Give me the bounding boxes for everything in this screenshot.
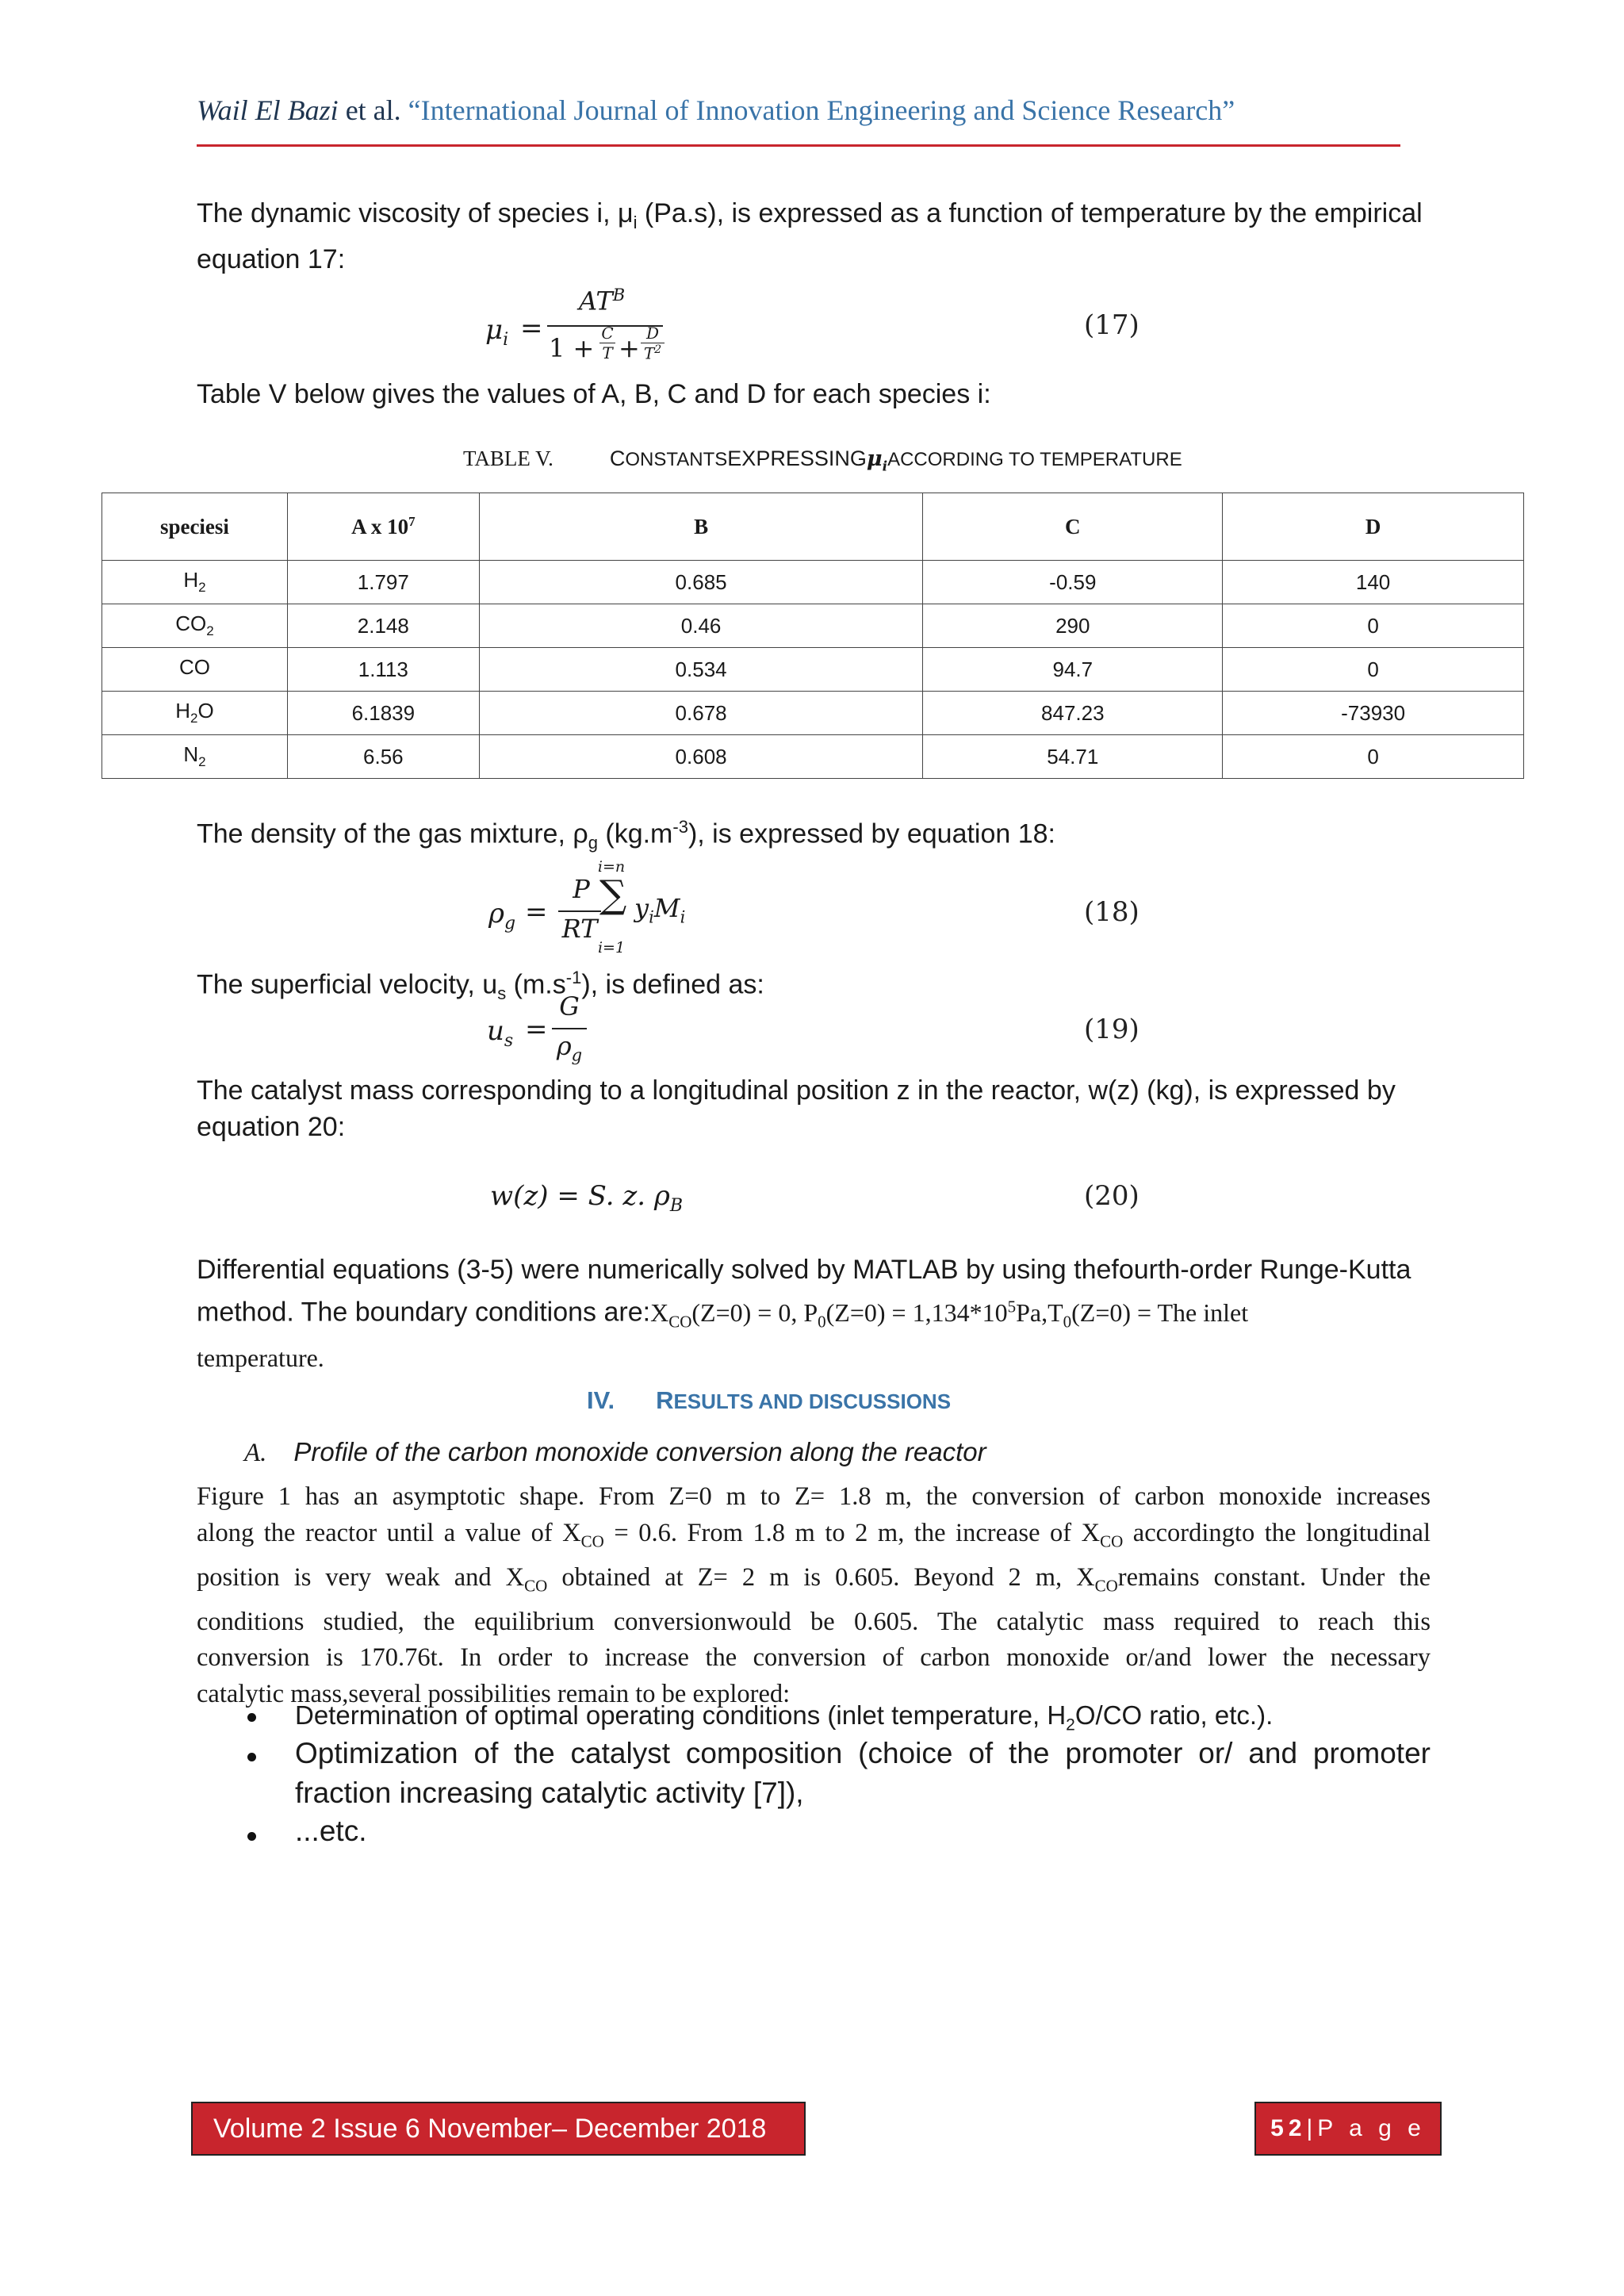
bullet-item-2-line1: Optimization of the catalyst composition (choice of the promoter or/ and promoter xyxy=(295,1737,1431,1769)
footer-issue-text: Volume 2 Issue 6 November– December 2018 xyxy=(213,2114,767,2144)
eq18-number: (18) xyxy=(1084,896,1139,928)
table-row xyxy=(102,735,1524,779)
cell-d: 0 xyxy=(1223,604,1524,648)
eq18-equals: = xyxy=(525,896,548,928)
bullet-item-2 xyxy=(295,1734,1431,1813)
eq19-numerator: G xyxy=(559,991,580,1022)
equation-17 xyxy=(476,286,714,381)
cell-c: -0.59 xyxy=(923,561,1223,604)
equation-18 xyxy=(476,858,714,958)
subsection-heading xyxy=(244,1437,986,1468)
running-header xyxy=(197,94,1402,127)
cell-species: $N_2$ xyxy=(102,735,288,779)
cell-a: 1.797 xyxy=(287,561,479,604)
bullet-dot xyxy=(247,1713,256,1722)
eq17-lhs: $\mu_i$ xyxy=(485,314,509,350)
table-row xyxy=(102,604,1524,648)
cell-a: 6.56 xyxy=(287,735,479,779)
footer-page-label: |P a g e xyxy=(1306,2115,1426,2141)
cell-d: 0 xyxy=(1223,735,1524,779)
footer-issue-box xyxy=(191,2102,806,2156)
header-d: D xyxy=(1223,493,1524,561)
solver-paragraph xyxy=(197,1251,1431,1376)
viscosity-intro-line2: equation 17: xyxy=(197,243,346,274)
eq19-denominator: $\rho_g$ xyxy=(556,1031,583,1065)
cell-species: $H_2$ xyxy=(102,561,288,604)
mass-intro xyxy=(197,1072,1442,1145)
table-row xyxy=(102,648,1524,692)
bullet-dot xyxy=(247,1832,256,1841)
results-line1: Figure 1 has an asymptotic shape. From Z=0 m to Z= 1.8 m, the conversion of carbon monoxide increases xyxy=(197,1482,1431,1511)
eq19-equals: = xyxy=(525,1014,548,1045)
viscosity-intro xyxy=(197,195,1434,278)
cell-species: CO xyxy=(102,648,288,692)
table-header-row xyxy=(102,493,1524,561)
header-species: speciesi xyxy=(102,493,288,561)
eq18-sum-bottom: i=1 xyxy=(597,939,626,956)
equation-20: w(z) = S. z. $\rho_B$ xyxy=(490,1180,684,1216)
cell-c: 290 xyxy=(923,604,1223,648)
header-journal: “International Journal of Innovation Engineering and Science Research” xyxy=(408,94,1235,126)
header-a: A x $10^7$ xyxy=(287,493,479,561)
eq17-numerator: $AT^B$ xyxy=(579,286,626,316)
viscosity-intro-line1: The dynamic viscosity of species i, $\mu_i$ (Pa.s), is expressed as a function of temperature by the empirical xyxy=(197,198,1423,232)
eq17-number: (17) xyxy=(1084,309,1139,341)
bullet-item-1: Determination of optimal operating conditions (inlet temperature, $H_2O/CO$ ratio, etc.). xyxy=(295,1700,1274,1734)
bullet-dot xyxy=(247,1753,256,1761)
section-title: RESULTS AND DISCUSSIONS xyxy=(656,1386,952,1414)
eq17-den-plus: + xyxy=(619,333,640,363)
bullet-item-2-line2: fraction increasing catalytic activity [7]), xyxy=(295,1777,804,1809)
eq18-denominator: RT xyxy=(561,914,598,944)
results-line4: conditions studied, the equilibrium conversionwould be 0.605. The catalytic mass required to reach this xyxy=(197,1607,1431,1636)
cell-b: 0.46 xyxy=(479,604,923,648)
cell-b: 0.678 xyxy=(479,692,923,735)
bullet-item-3: ...etc. xyxy=(295,1815,367,1847)
subsection-letter: A. xyxy=(244,1439,267,1467)
cell-b: 0.534 xyxy=(479,648,923,692)
table-intro: Table V below gives the values of A, B, C and D for each species i: xyxy=(197,379,991,409)
eq18-lhs: $\rho_g$ xyxy=(488,898,516,933)
header-etal: et al. xyxy=(338,94,408,126)
header-c: C xyxy=(923,493,1223,561)
cell-a: 2.148 xyxy=(287,604,479,648)
solver-line3: temperature. xyxy=(197,1343,324,1373)
cell-c: 54.71 xyxy=(923,735,1223,779)
equation-19 xyxy=(476,991,634,1079)
cell-c: 94.7 xyxy=(923,648,1223,692)
results-line5: conversion is 170.76t. In order to increase the conversion of carbon monoxide or/and lower the necessary xyxy=(197,1643,1431,1672)
cell-c: 847.23 xyxy=(923,692,1223,735)
table-caption-number: TABLE V. xyxy=(463,447,553,470)
mass-intro-line1: The catalyst mass corresponding to a longitudinal position z in the reactor, w(z) (kg), is expressed by xyxy=(197,1075,1396,1106)
eq20-number: (20) xyxy=(1084,1180,1139,1212)
mass-intro-line2: equation 20: xyxy=(197,1112,346,1142)
velocity-intro: The superficial velocity, $u_s$ $(m.s^{-1})$, is defined as: xyxy=(197,968,764,1004)
cell-d: 140 xyxy=(1223,561,1524,604)
eq19-number: (19) xyxy=(1084,1014,1139,1045)
table-caption: TABLE V. CONSTANTSEXPRESSINGμ$_i$ACCORDING TO TEMPERATURE xyxy=(463,447,1182,475)
cell-species: $H_2O$ xyxy=(102,692,288,735)
eq18-sum-symbol: ∑ xyxy=(599,872,627,917)
cell-b: 0.608 xyxy=(479,735,923,779)
cell-d: 0 xyxy=(1223,648,1524,692)
results-line6: catalytic mass,several possibilities remain to be explored: xyxy=(197,1679,791,1708)
results-paragraph xyxy=(197,1479,1431,1712)
eq19-lhs: $u_s$ xyxy=(487,1015,514,1051)
density-intro: The density of the gas mixture, $\rho_g$ $(kg.m^{-3})$, is expressed by equation 18: xyxy=(197,817,1056,853)
solver-line2: method. The boundary conditions $are:X_{CO}(Z=0) = 0$, $P_0(Z=0) = 1,134*10^5Pa,T_0(Z=0)$ = The inlet xyxy=(197,1297,1249,1332)
section-number: IV. xyxy=(587,1386,615,1414)
solver-line1: Differential equations (3-5) were numerically solved by MATLAB by using thefourth-order Runge-Kutta xyxy=(197,1255,1411,1285)
eq18-sum-top: i=n xyxy=(597,858,626,876)
table-row xyxy=(102,692,1524,735)
footer-page-number: 52 xyxy=(1270,2115,1307,2141)
eq17-equals: = xyxy=(520,312,543,344)
eq17-den-c: C T xyxy=(599,324,615,362)
cell-d: -73930 xyxy=(1223,692,1524,735)
eq17-den-d: D $T^2$ xyxy=(641,324,665,363)
subsection-title: Profile of the carbon monoxide conversion along the reactor xyxy=(293,1437,986,1466)
eq17-den-one: 1 + xyxy=(549,333,595,363)
table-row xyxy=(102,561,1524,604)
eq18-numerator: P xyxy=(573,874,590,904)
section-heading xyxy=(587,1386,951,1415)
cell-b: 0.685 xyxy=(479,561,923,604)
eq18-fraction-bar xyxy=(558,910,601,912)
cell-species: $CO_2$ xyxy=(102,604,288,648)
cell-a: 6.1839 xyxy=(287,692,479,735)
header-b: B xyxy=(479,493,923,561)
results-line3: position is very weak and $X_{CO}$ obtained at Z= 2 m is 0.605. Beyond 2 m, $X_{CO}remains$ constant. Under the xyxy=(197,1562,1431,1595)
results-line2: along the reactor until a value of $X_{CO} = 0.6$. From 1.8 m to 2 m, the increase of $X_{CO}$ accordingto the longitudinal xyxy=(197,1518,1431,1550)
header-rule xyxy=(197,144,1400,147)
header-authors: Wail El Bazi xyxy=(197,94,339,126)
cell-a: 1.113 xyxy=(287,648,479,692)
eq18-term: $y_iM_i$ xyxy=(634,893,686,927)
footer-page-box xyxy=(1254,2102,1442,2156)
eq19-fraction-bar xyxy=(552,1028,587,1029)
constants-table xyxy=(102,493,1524,779)
